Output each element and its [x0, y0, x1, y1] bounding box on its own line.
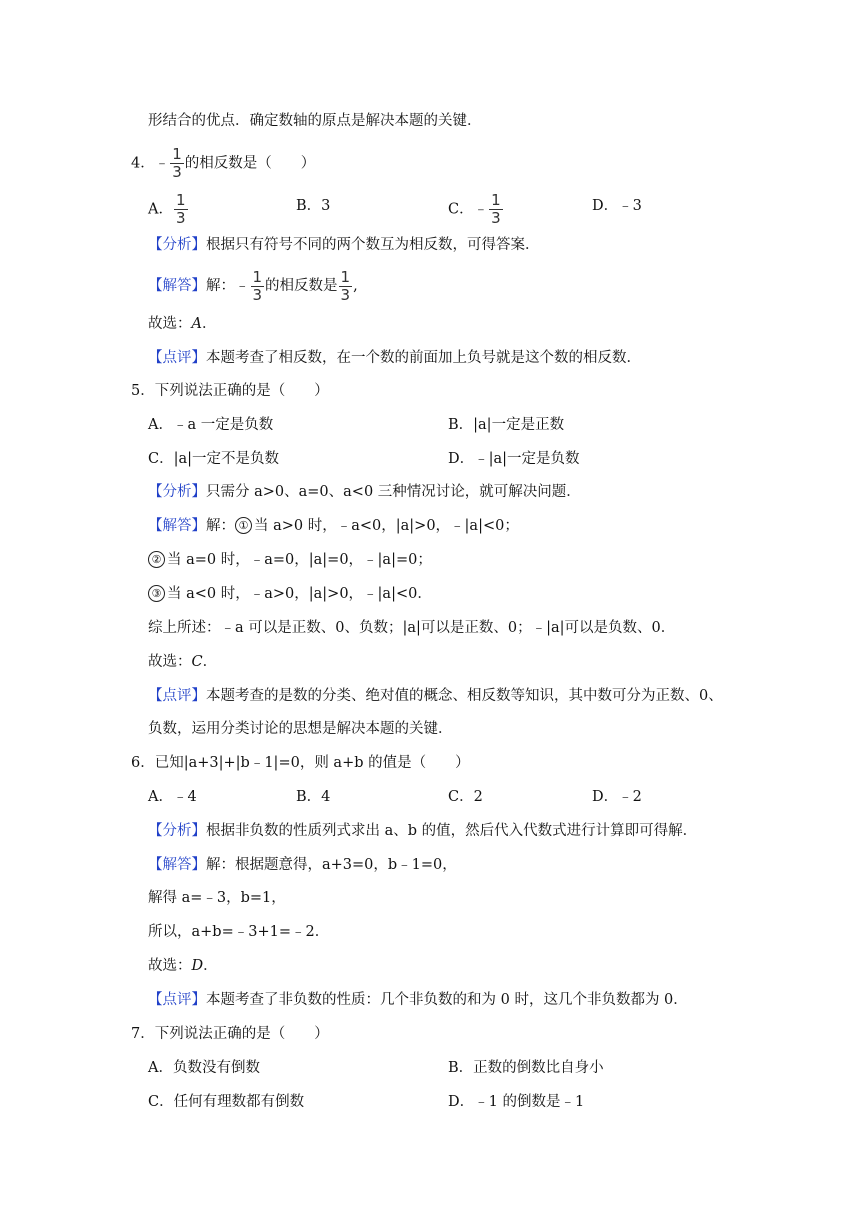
q6-option-a: A．﹣4	[148, 789, 197, 805]
q5-stem: 5．下列说法正确的是（ ）	[131, 383, 329, 399]
q5-summary: 综上所述：﹣a 可以是正数、0、负数；|a|可以是正数、0；﹣|a|可以是负数、0．	[148, 620, 676, 636]
q6-option-d: D．﹣2	[592, 789, 642, 805]
q5-answer: 故选：C．	[148, 654, 218, 670]
intro-line: 形结合的优点．确定数轴的原点是解决本题的关键．	[148, 113, 482, 129]
circled-number-3: ③	[148, 585, 165, 602]
q6-solve: 解得 a=﹣3，b=1，	[148, 890, 286, 906]
q4-solution: 【解答】解：﹣ $\frac{1}{3}$ 的相反数是 $\frac{1}{3}$ ,	[148, 267, 358, 304]
q4-stem: 4．﹣ $\frac{1}{3}$ 的相反数是（ ）	[131, 145, 316, 181]
solution-label: 【解答】	[148, 278, 206, 294]
circled-number-1: ①	[235, 517, 252, 534]
q5-comment: 【点评】本题考查的是数的分类、绝对值的概念、相反数等知识，其中数可分为正数、0、	[148, 688, 723, 704]
fraction: $\frac{1}{3}$	[252, 267, 263, 304]
q5-solution: 【解答】解： ① 当 a>0 时，﹣a<0，|a|>0，﹣|a|<0；	[148, 518, 519, 534]
comment-label: 【点评】	[148, 992, 206, 1008]
solution-label: 【解答】	[148, 518, 206, 534]
solution-label: 【解答】	[148, 857, 206, 873]
q4-answer: 故选：A．	[148, 316, 217, 332]
comment-label: 【点评】	[148, 350, 206, 366]
fraction: $\frac{1}{3}$	[340, 267, 351, 304]
fraction: $\frac{1}{3}$	[175, 191, 186, 227]
circled-number-2: ②	[148, 551, 165, 568]
q5-case-3: ③ 当 a<0 时，﹣a>0，|a|>0，﹣|a|<0．	[148, 584, 432, 604]
q6-comment: 【点评】本题考查了非负数的性质：几个非负数的和为 0 时，这几个非负数都为 0．	[148, 992, 688, 1008]
fraction: $\frac{1}{3}$	[172, 145, 182, 181]
q6-solution: 【解答】解：根据题意得，a+3=0，b﹣1=0，	[148, 857, 457, 873]
q6-analysis: 【分析】根据非负数的性质列式求出 a、b 的值，然后代入代数式进行计算即可得解．	[148, 823, 698, 839]
q5-option-a: A．﹣a 一定是负数	[148, 417, 274, 433]
q7-option-c: C．任何有理数都有倒数	[148, 1094, 305, 1110]
q6-option-b: B．4	[296, 789, 331, 805]
q6-option-c: C．2	[448, 789, 483, 805]
analysis-label: 【分析】	[148, 237, 206, 253]
q4-comment: 【点评】本题考查了相反数，在一个数的前面加上负号就是这个数的相反数．	[148, 350, 641, 366]
q4-option-b: B．3	[296, 198, 331, 214]
fraction: $\frac{1}{3}$	[491, 191, 501, 227]
q7-stem: 7．下列说法正确的是（ ）	[131, 1026, 329, 1042]
q5-option-c: C．|a|一定不是负数	[148, 451, 280, 467]
comment-label: 【点评】	[148, 688, 206, 704]
q5-case-2: ② 当 a=0 时，﹣a=0，|a|=0，﹣|a|=0；	[148, 550, 432, 570]
q6-answer: 故选：D．	[148, 958, 218, 974]
q7-option-d: D．﹣1 的倒数是﹣1	[448, 1094, 585, 1110]
q4-option-d: D．﹣3	[592, 198, 642, 214]
q4-option-a: A． $\frac{1}{3}$	[148, 191, 186, 227]
q6-so: 所以，a+b=﹣3+1=﹣2．	[148, 924, 330, 940]
q7-option-b: B．正数的倒数比自身小	[448, 1060, 604, 1076]
q4-analysis: 【分析】根据只有符号不同的两个数互为相反数，可得答案．	[148, 237, 540, 253]
q5-option-b: B．|a|一定是正数	[448, 417, 565, 433]
q4-option-c: C．﹣ $\frac{1}{3}$	[448, 191, 501, 227]
analysis-label: 【分析】	[148, 823, 206, 839]
q6-stem: 6．已知|a+3|+|b﹣1|=0，则 a+b 的值是（ ）	[131, 755, 470, 771]
q5-analysis: 【分析】只需分 a>0、a=0、a<0 三种情况讨论，就可解决问题．	[148, 484, 581, 500]
analysis-label: 【分析】	[148, 484, 206, 500]
q5-comment-cont: 负数，运用分类讨论的思想是解决本题的关键．	[148, 721, 453, 737]
q7-option-a: A．负数没有倒数	[148, 1060, 260, 1076]
q5-option-d: D．﹣|a|一定是负数	[448, 451, 580, 467]
